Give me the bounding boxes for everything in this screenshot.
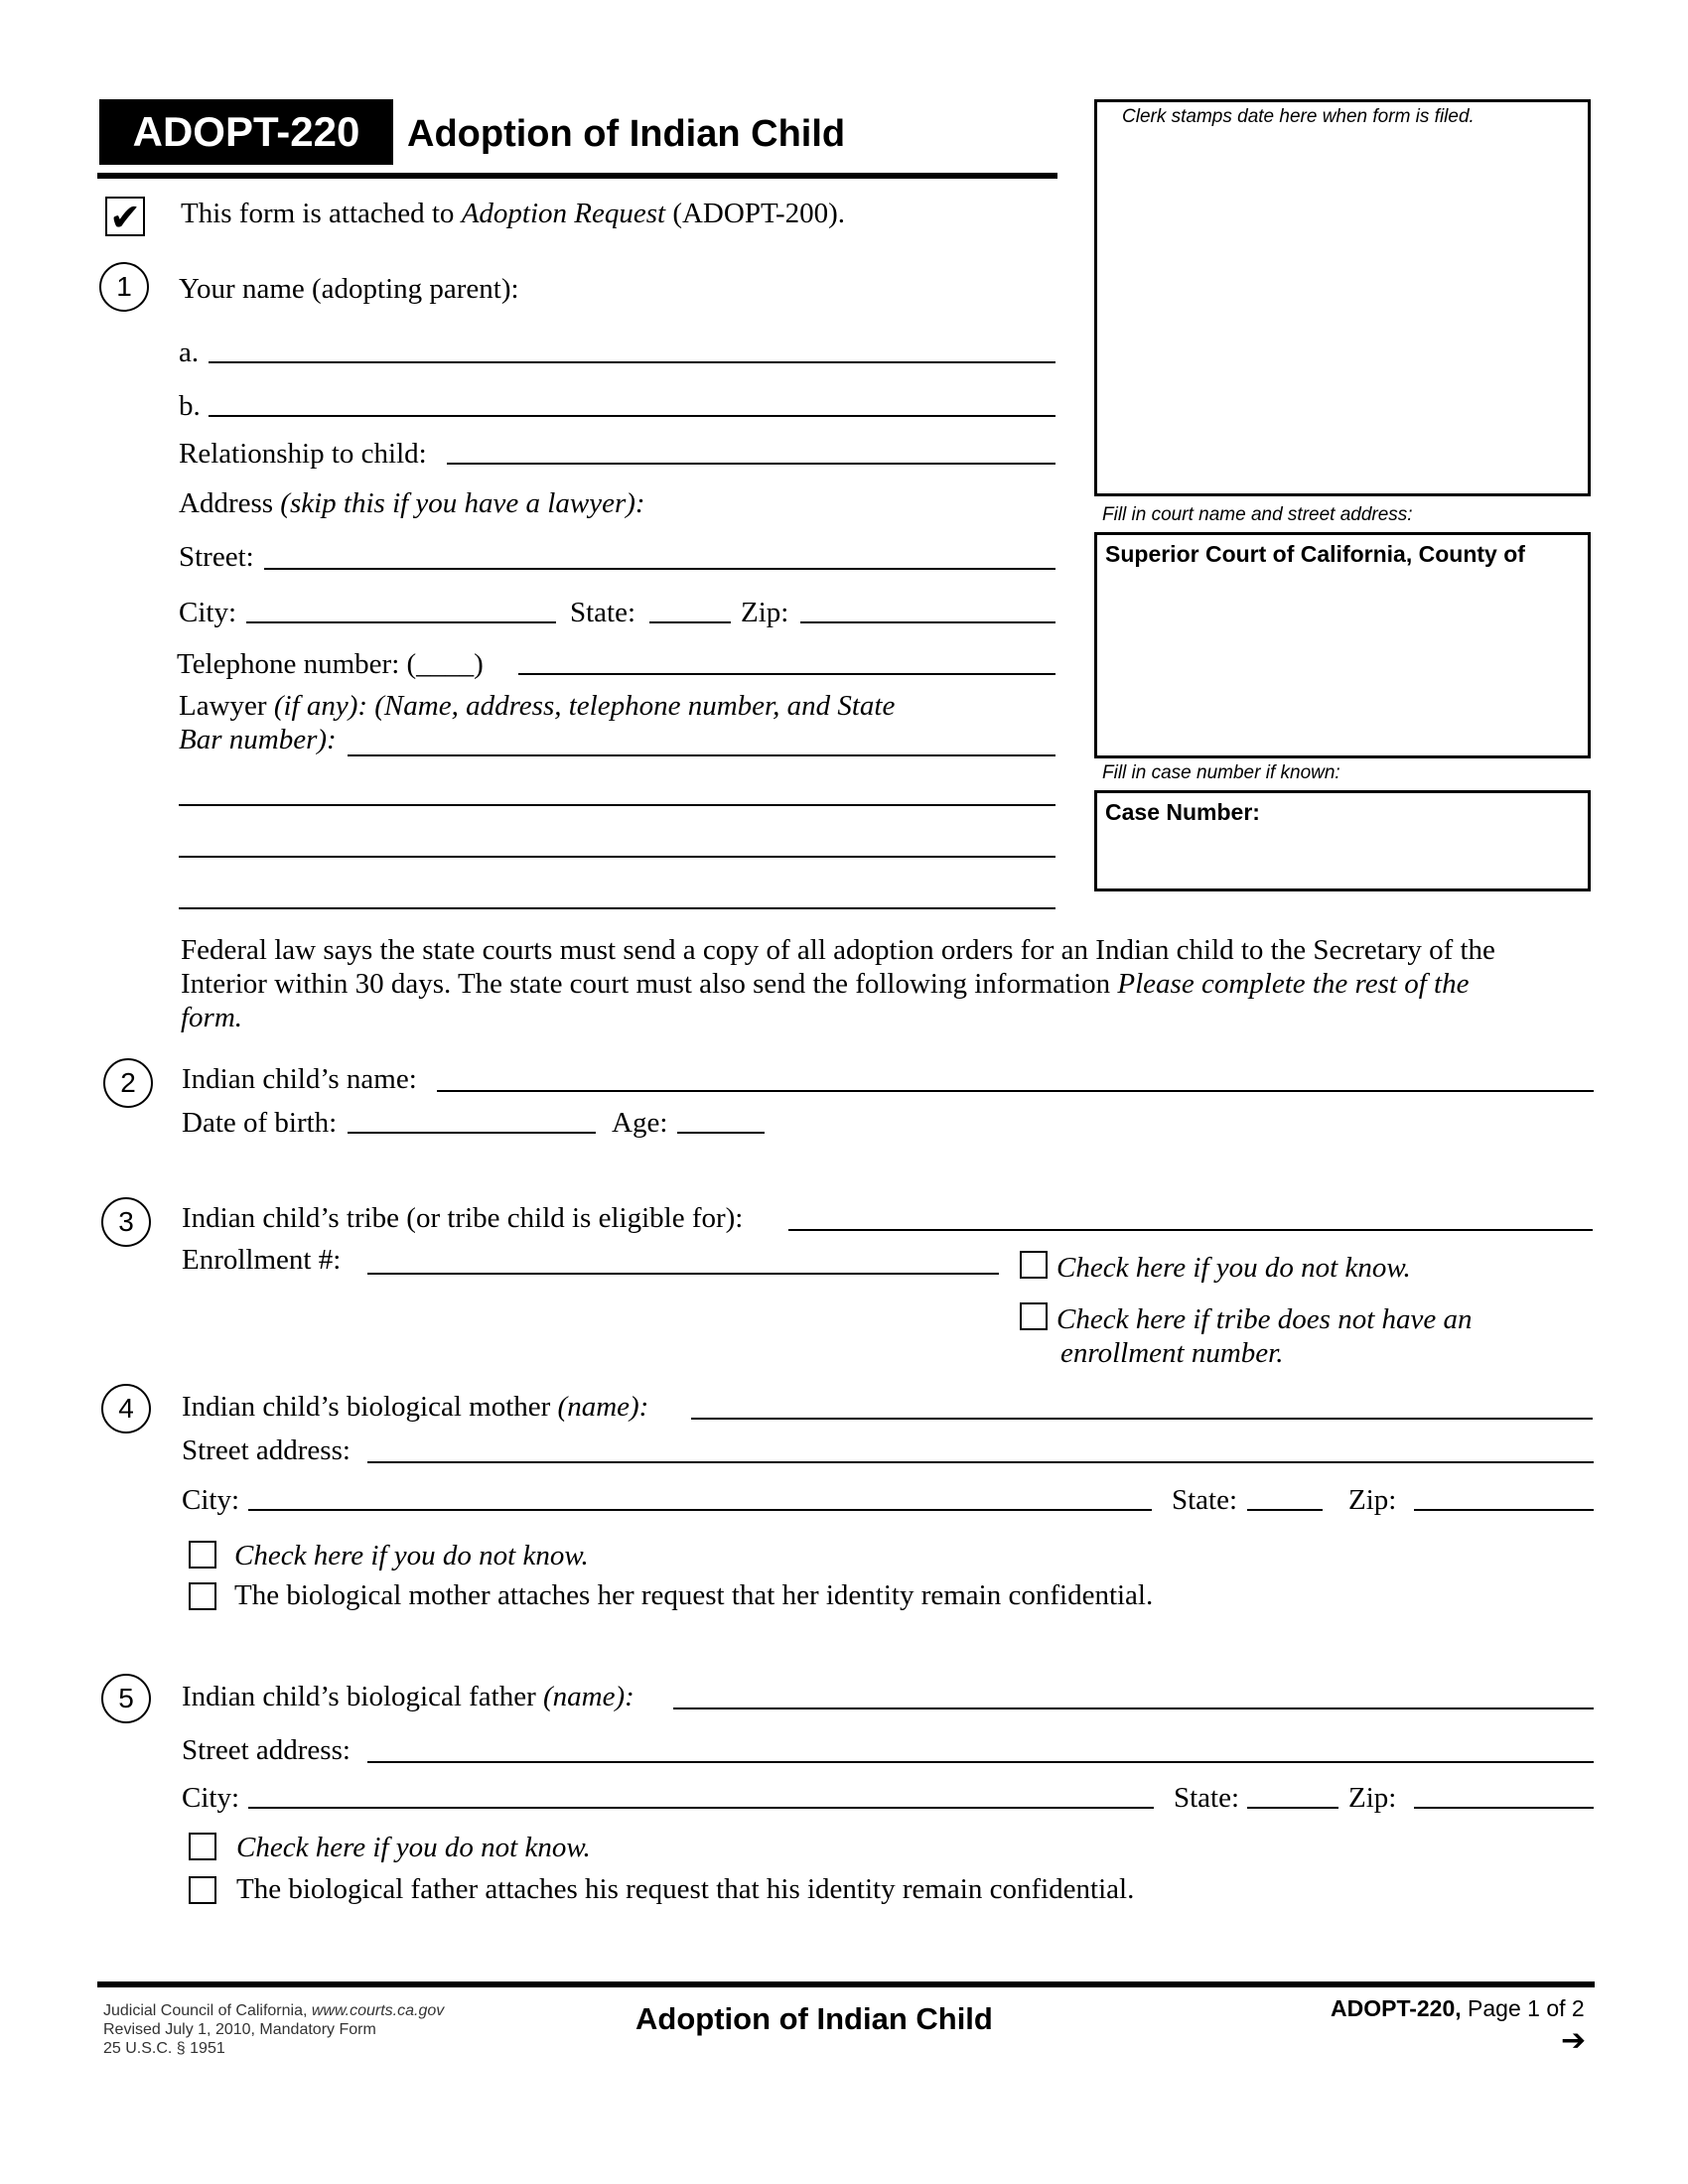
name-b-field[interactable]	[209, 415, 1055, 417]
name-a-field[interactable]	[209, 361, 1055, 363]
case-caption: Fill in case number if known:	[1102, 762, 1340, 783]
mother-confidential-label: The biological mother attaches her request that her identity remain confidential.	[234, 1579, 1154, 1611]
father-state-field[interactable]	[1247, 1807, 1338, 1809]
form-title: Adoption of Indian Child	[407, 113, 846, 155]
attachment-checkbox[interactable]	[105, 196, 145, 239]
no-enrollment-label: Check here if tribe does not have an	[1056, 1303, 1473, 1335]
tribe-field[interactable]	[788, 1229, 1593, 1231]
mother-city-label: City:	[182, 1484, 240, 1516]
father-unknown-label: Check here if you do not know.	[236, 1832, 591, 1863]
footer-rule	[97, 1981, 1595, 1987]
case-number-label: Case Number:	[1105, 799, 1260, 825]
address-label: Address (skip this if you have a lawyer):	[179, 487, 645, 519]
section-1-heading: Your name (adopting parent):	[179, 273, 519, 305]
checkmark-icon: ✔	[109, 196, 141, 239]
mother-state-label: State:	[1172, 1484, 1238, 1516]
state-label: State:	[570, 597, 636, 628]
section-5-number: 5	[101, 1674, 151, 1723]
father-city-field[interactable]	[248, 1807, 1154, 1809]
father-zip-label: Zip:	[1348, 1782, 1397, 1814]
lawyer-field-3[interactable]	[179, 856, 1055, 858]
mother-zip-field[interactable]	[1414, 1509, 1594, 1511]
lawyer-field-1[interactable]	[348, 754, 1055, 756]
telephone-field[interactable]	[518, 673, 1055, 675]
footer-left	[103, 2001, 444, 2058]
name-b-label: b.	[179, 390, 201, 422]
relationship-field[interactable]	[447, 463, 1055, 465]
father-state-label: State:	[1174, 1782, 1240, 1814]
father-city-label: City:	[182, 1782, 240, 1814]
city-label: City:	[179, 597, 237, 628]
mother-label: Indian child’s biological mother (name):	[182, 1391, 649, 1423]
relationship-label: Relationship to child:	[179, 438, 427, 470]
father-confidential-checkbox[interactable]	[189, 1876, 216, 1904]
dob-label: Date of birth:	[182, 1107, 338, 1139]
zip-field[interactable]	[800, 621, 1055, 623]
age-field[interactable]	[677, 1132, 765, 1134]
footer-title: Adoption of Indian Child	[635, 2001, 993, 2036]
street-label: Street:	[179, 541, 254, 573]
mother-street-field[interactable]	[367, 1461, 1594, 1463]
father-zip-field[interactable]	[1414, 1807, 1594, 1809]
tribe-unknown-checkbox[interactable]	[1020, 1251, 1048, 1279]
tribe-unknown-label: Check here if you do not know.	[1056, 1252, 1411, 1284]
no-enrollment-checkbox[interactable]	[1020, 1302, 1048, 1330]
mother-unknown-label: Check here if you do not know.	[234, 1540, 589, 1571]
father-label: Indian child’s biological father (name):	[182, 1681, 634, 1712]
mother-street-label: Street address:	[182, 1434, 351, 1466]
mother-confidential-checkbox[interactable]	[189, 1582, 216, 1610]
mother-state-field[interactable]	[1247, 1509, 1323, 1511]
father-confidential-label: The biological father attaches his request that his identity remain confidential.	[236, 1873, 1135, 1905]
child-name-field[interactable]	[437, 1090, 1594, 1092]
form-id-badge	[99, 99, 393, 165]
tribe-label: Indian child’s tribe (or tribe child is eligible for):	[182, 1202, 744, 1234]
age-label: Age:	[612, 1107, 668, 1139]
father-street-label: Street address:	[182, 1734, 351, 1766]
mother-city-field[interactable]	[248, 1509, 1152, 1511]
section-4-number: 4	[101, 1384, 151, 1433]
no-enrollment-label-cont: enrollment number.	[1060, 1337, 1284, 1369]
father-street-field[interactable]	[367, 1761, 1594, 1763]
footer-council-line: Judicial Council of California, www.courts.ca.gov	[103, 2002, 445, 2019]
lawyer-label: Lawyer (if any): (Name, address, telephone number, and State	[179, 690, 896, 722]
header-rule	[97, 173, 1057, 179]
form-id: ADOPT-220	[132, 108, 360, 155]
state-field[interactable]	[649, 621, 731, 623]
intro-line-3: form.	[181, 1002, 243, 1033]
section-1-number: 1	[99, 262, 149, 312]
attachment-text: This form is attached to Adoption Request (ADOPT-200).	[181, 198, 846, 229]
case-number-box[interactable]	[1094, 790, 1591, 891]
intro-line-2: Interior within 30 days. The state court must also send the following information Please complete the rest of the	[181, 968, 1470, 1000]
lawyer-field-2[interactable]	[179, 804, 1055, 806]
mother-name-field[interactable]	[691, 1418, 1593, 1420]
clerk-stamp-box	[1094, 99, 1591, 496]
dob-field[interactable]	[348, 1132, 596, 1134]
mother-zip-label: Zip:	[1348, 1484, 1397, 1516]
footer-form-id: ADOPT-220,	[1331, 1995, 1462, 2021]
court-caption: Fill in court name and street address:	[1102, 504, 1413, 525]
court-name-box[interactable]	[1094, 532, 1591, 758]
footer-page-info	[1331, 1995, 1585, 2022]
intro-line-1: Federal law says the state courts must send a copy of all adoption orders for an Indian child to the Secretary of the	[181, 934, 1495, 966]
name-a-label: a.	[179, 337, 200, 368]
section-2-number: 2	[103, 1058, 153, 1108]
street-field[interactable]	[264, 568, 1055, 570]
lawyer-label-cont: Bar number):	[179, 724, 337, 755]
child-name-label: Indian child’s name:	[182, 1063, 417, 1095]
enrollment-field[interactable]	[367, 1273, 999, 1275]
city-field[interactable]	[246, 621, 556, 623]
section-3-number: 3	[101, 1197, 151, 1247]
clerk-stamp-label: Clerk stamps date here when form is filed.	[1122, 106, 1475, 127]
footer-page-label: Page 1 of 2	[1461, 1995, 1585, 2021]
enrollment-label: Enrollment #:	[182, 1244, 342, 1276]
footer-statute-line: 25 U.S.C. § 1951	[103, 2040, 225, 2057]
next-page-arrow-icon: ➔	[1561, 2023, 1587, 2058]
father-name-field[interactable]	[673, 1707, 1594, 1709]
court-name-label: Superior Court of California, County of	[1105, 541, 1525, 567]
mother-unknown-checkbox[interactable]	[189, 1541, 216, 1569]
father-unknown-checkbox[interactable]	[189, 1833, 216, 1860]
telephone-label: Telephone number: (____)	[177, 648, 484, 680]
lawyer-field-4[interactable]	[179, 907, 1055, 909]
footer-revised-line: Revised July 1, 2010, Mandatory Form	[103, 2021, 376, 2038]
zip-label: Zip:	[741, 597, 789, 628]
